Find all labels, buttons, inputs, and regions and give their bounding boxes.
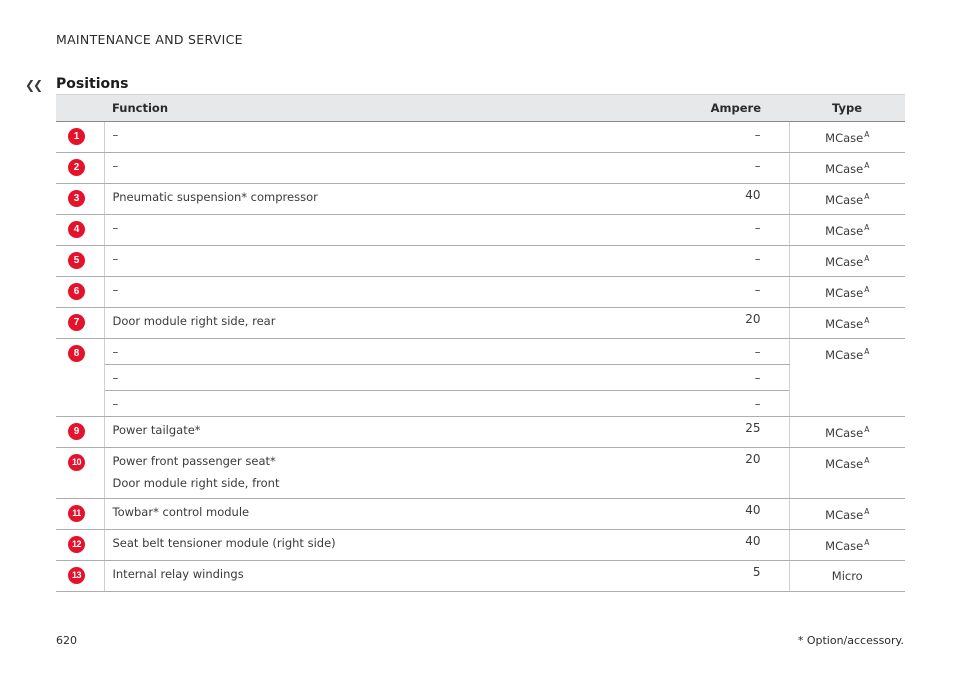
ampere-cell: – <box>663 391 789 417</box>
function-cell: – <box>104 122 663 153</box>
footnote: * Option/accessory. <box>797 634 904 647</box>
header-ampere: Ampere <box>663 95 789 122</box>
header-type: Type <box>789 95 905 122</box>
function-cell: Power tailgate* <box>104 417 663 448</box>
function-cell: – <box>104 277 663 308</box>
table-row <box>56 339 905 365</box>
page-title: Positions <box>56 76 129 92</box>
function-cell: – <box>104 365 663 391</box>
table-row <box>56 499 905 530</box>
ampere-cell: – <box>663 153 789 184</box>
table-row <box>56 530 905 561</box>
ampere-cell: 20 <box>663 448 789 499</box>
table-row <box>56 561 905 592</box>
type-cell: MCase$^A$ <box>789 215 905 246</box>
function-cell: Pneumatic suspension* compressor <box>104 184 663 215</box>
table-row <box>56 448 905 499</box>
position-number-badge: 7 <box>68 314 85 331</box>
fuse-positions-table <box>56 94 905 592</box>
position-number-badge: 3 <box>68 190 85 207</box>
table-row <box>56 153 905 184</box>
table-row <box>56 246 905 277</box>
table-header-row <box>56 95 905 122</box>
type-cell: MCase$^A$ <box>789 448 905 499</box>
function-cell: Door module right side, rear <box>104 308 663 339</box>
ampere-cell: – <box>663 122 789 153</box>
type-cell: Micro <box>789 561 905 592</box>
position-number-badge: 13 <box>68 567 85 584</box>
ampere-cell: 5 <box>663 561 789 592</box>
function-line: Power front passenger seat* <box>112 454 276 468</box>
ampere-cell: – <box>663 339 789 365</box>
position-number-badge: 4 <box>68 221 85 238</box>
position-number-badge: 9 <box>68 423 85 440</box>
ampere-cell: 40 <box>663 499 789 530</box>
type-cell: MCase$^A$ <box>789 308 905 339</box>
ampere-cell: – <box>663 365 789 391</box>
type-cell: MCase$^A$ <box>789 122 905 153</box>
table-row <box>56 277 905 308</box>
function-cell: – <box>104 153 663 184</box>
type-cell: MCase$^A$ <box>789 499 905 530</box>
section-header: MAINTENANCE AND SERVICE <box>56 32 243 47</box>
ampere-cell: 20 <box>663 308 789 339</box>
position-number-badge: 6 <box>68 283 85 300</box>
ampere-cell: 40 <box>663 184 789 215</box>
function-cell: – <box>104 246 663 277</box>
function-cell <box>104 448 663 499</box>
function-cell: Internal relay windings <box>104 561 663 592</box>
function-line: Door module right side, front <box>112 476 280 490</box>
page-number: 620 <box>56 634 77 647</box>
type-cell: MCase$^A$ <box>789 184 905 215</box>
position-number-badge: 10 <box>68 454 85 471</box>
position-number-badge: 11 <box>68 505 85 522</box>
position-number-badge: 8 <box>68 345 85 362</box>
function-cell: – <box>104 339 663 365</box>
ampere-cell: 40 <box>663 530 789 561</box>
table-row <box>56 308 905 339</box>
ampere-cell: – <box>663 277 789 308</box>
type-cell: MCase$^A$ <box>789 417 905 448</box>
position-number-badge: 12 <box>68 536 85 553</box>
type-cell: MCase$^A$ <box>789 530 905 561</box>
table-subrow <box>56 365 905 391</box>
function-cell: – <box>104 215 663 246</box>
type-cell: MCase$^A$ <box>789 277 905 308</box>
header-number <box>56 95 104 122</box>
function-cell: Seat belt tensioner module (right side) <box>104 530 663 561</box>
header-function: Function <box>104 95 663 122</box>
ampere-cell: – <box>663 246 789 277</box>
table-row <box>56 417 905 448</box>
double-chevron-left-icon[interactable]: ❮❮ <box>25 78 42 92</box>
type-cell: MCase$^A$ <box>789 246 905 277</box>
position-number-badge: 5 <box>68 252 85 269</box>
table-row <box>56 184 905 215</box>
function-cell: Towbar* control module <box>104 499 663 530</box>
position-number-badge: 1 <box>68 128 85 145</box>
ampere-cell: 25 <box>663 417 789 448</box>
position-number-badge: 2 <box>68 159 85 176</box>
table-subrow <box>56 391 905 417</box>
table-row <box>56 122 905 153</box>
type-cell: MCase$^A$ <box>789 153 905 184</box>
function-cell: – <box>104 391 663 417</box>
ampere-cell: – <box>663 215 789 246</box>
type-cell: MCase$^A$ <box>789 339 905 417</box>
table-row <box>56 215 905 246</box>
